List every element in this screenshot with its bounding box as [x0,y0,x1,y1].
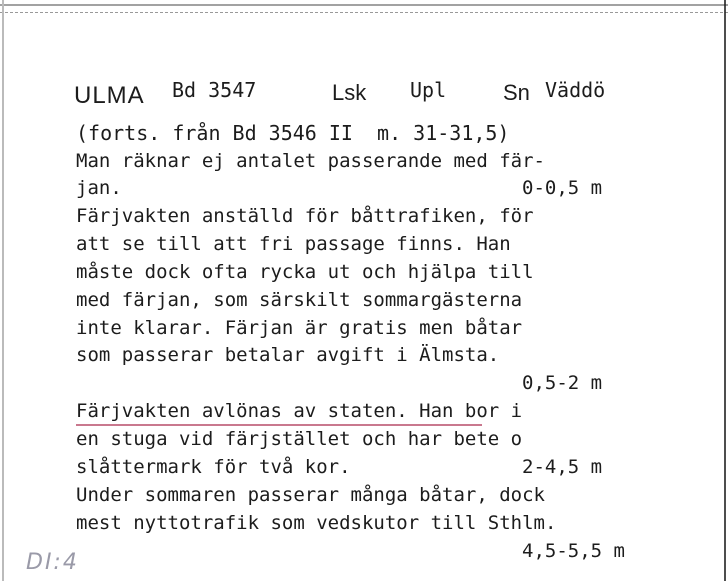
text-line: som passerar betalar avgift i Älmsta. [76,344,500,366]
text-line: Färjvakten avlönas av staten. Han bor i [76,400,523,422]
text-line: Färjvakten anställd för båttrafiken, för [76,205,534,227]
text-line: Man räknar ej antalet passerande med fär- [76,150,545,172]
parish-label: Sn [503,80,530,105]
text-line: inte klarar. Färjan är gratis men båtar [76,317,523,339]
text-line: jan. [76,177,122,199]
pencil-note: DI:4 [26,550,79,575]
text-line: måste dock ofta rycka ut och hjälpa till [76,261,534,283]
text-line: slåttermark för två kor. [76,456,351,478]
county-label: Lsk [332,80,367,105]
text-line: en stuga vid färjstället och har bete o [76,428,523,450]
card-top-edge [0,4,728,6]
measure: 0-0,5 m [522,177,603,199]
text-line: Under sommaren passerar många båtar, dock [76,484,545,506]
archive-name: ULMA [74,82,145,109]
pen-underline [76,424,482,426]
text-line: (forts. från Bd 3546 II m. 31-31,5) [76,121,510,145]
card-right-edge [724,0,726,581]
measure: 2-4,5 m [522,456,603,478]
text-line: mest nyttotrafik som vedskutor till Sthlm. [76,512,557,534]
volume-number: Bd 3547 [172,78,257,102]
measure: 4,5-5,5 m [522,540,625,562]
province: Upl [410,78,447,102]
card-left-edge [2,0,4,581]
parish-name: Väddö [545,78,606,102]
text-line: att se till att fri passage finns. Han [76,233,511,255]
text-line: med färjan, som särskilt sommargästerna [76,289,523,311]
card-top-perforation [0,12,728,14]
measure: 0,5-2 m [522,372,603,394]
